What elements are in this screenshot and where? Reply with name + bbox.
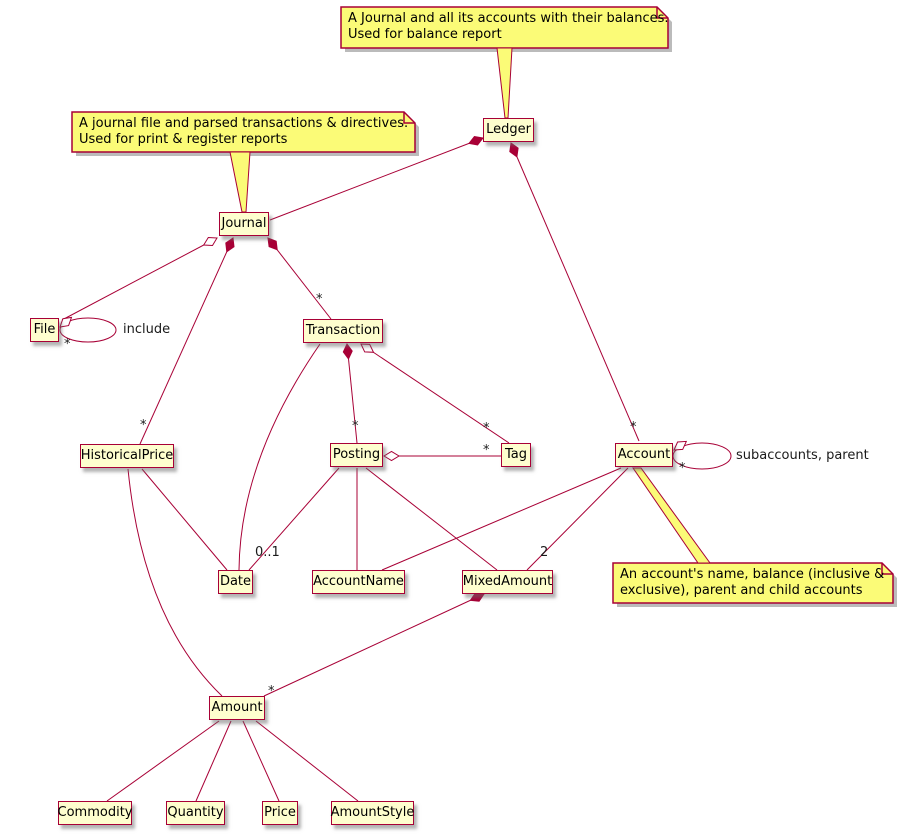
multiplicity-label-file-file: * — [64, 337, 71, 352]
composition-diamond-transaction-posting — [343, 344, 352, 359]
multiplicity-label-ledger-account: * — [630, 420, 637, 435]
multiplicity-label-account-mixedamount: 2 — [540, 545, 549, 560]
edge-label-account-account: subaccounts, parent — [736, 448, 869, 463]
multiplicity-label-journal-transaction: * — [316, 292, 323, 307]
edge-journal-historicalprice — [140, 238, 233, 444]
composition-diamond-journal-historicalprice — [226, 238, 234, 252]
note-journal — [79, 116, 408, 148]
aggregation-diamond-posting-tag — [384, 452, 399, 461]
note-connector-journal — [230, 152, 250, 212]
note-account-line-1: An account's name, balance (inclusive & — [620, 567, 885, 582]
edge-amount-quantity — [196, 721, 231, 801]
note-connector-ledger — [497, 48, 512, 118]
class-node-mixedamount: MixedAmount — [462, 570, 553, 594]
note-account — [620, 567, 884, 599]
class-node-journal: Journal — [219, 212, 269, 236]
class-node-amountstyle: AmountStyle — [331, 801, 414, 825]
edge-ledger-account — [511, 143, 639, 441]
note-account-line-2: exclusive), parent and child accounts — [620, 583, 863, 598]
aggregation-diamond-account-account — [674, 441, 686, 450]
class-node-posting: Posting — [330, 443, 383, 467]
multiplicity-label-transaction-tag: * — [483, 421, 490, 436]
edge-account-accountname — [382, 468, 621, 570]
class-node-commodity: Commodity — [58, 801, 132, 825]
edge-historicalprice-date — [142, 469, 227, 570]
class-node-account: Account — [615, 443, 673, 467]
class-node-date: Date — [218, 570, 253, 594]
class-node-accountname: AccountName — [312, 570, 405, 594]
class-node-tag: Tag — [501, 443, 531, 467]
class-node-ledger: Ledger — [483, 118, 534, 142]
edge-mixedamount-amount — [264, 594, 484, 696]
note-ledger-line-1: A Journal and all its accounts with their balances. — [348, 11, 669, 26]
multiplicity-label-posting-tag: * — [483, 443, 490, 458]
edge-historicalprice-amount — [128, 469, 222, 696]
note-ledger — [348, 11, 669, 43]
note-journal-line-2: Used for print & register reports — [79, 132, 288, 147]
class-node-historicalprice: HistoricalPrice — [80, 444, 174, 468]
edges-layer — [60, 137, 731, 802]
note-connector-account — [633, 468, 710, 563]
edge-journal-file — [62, 238, 217, 320]
edge-posting-mixedamount — [366, 468, 497, 570]
multiplicity-label-journal-historicalprice: * — [140, 418, 147, 433]
multiplicity-label-transaction-posting: * — [352, 419, 359, 434]
aggregation-diamond-file-file — [60, 317, 72, 327]
class-node-file: File — [30, 318, 59, 342]
note-journal-line-1: A journal file and parsed transactions & directives. — [79, 116, 409, 131]
class-node-amount: Amount — [209, 696, 265, 720]
composition-diamond-ledger-journal — [469, 137, 483, 145]
note-ledger-line-2: Used for balance report — [348, 27, 502, 42]
class-node-price: Price — [262, 801, 298, 825]
multiplicity-label-posting-date: 0..1 — [255, 545, 280, 560]
composition-diamond-journal-transaction — [268, 238, 277, 250]
edge-amount-price — [243, 721, 279, 801]
multiplicity-label-account-account: * — [679, 461, 686, 476]
edge-amount-amountstyle — [256, 721, 358, 801]
multiplicity-label-mixedamount-amount: * — [268, 684, 275, 699]
aggregation-diamond-transaction-tag — [361, 344, 374, 352]
edge-amount-commodity — [107, 721, 219, 801]
class-node-quantity: Quantity — [166, 801, 225, 825]
composition-diamond-mixedamount-amount — [470, 593, 484, 601]
note-shadows — [76, 11, 897, 607]
aggregation-diamond-journal-file — [204, 238, 217, 246]
class-node-transaction: Transaction — [303, 319, 383, 343]
composition-diamond-ledger-account — [510, 143, 518, 157]
edge-label-file-file: include — [123, 322, 171, 337]
